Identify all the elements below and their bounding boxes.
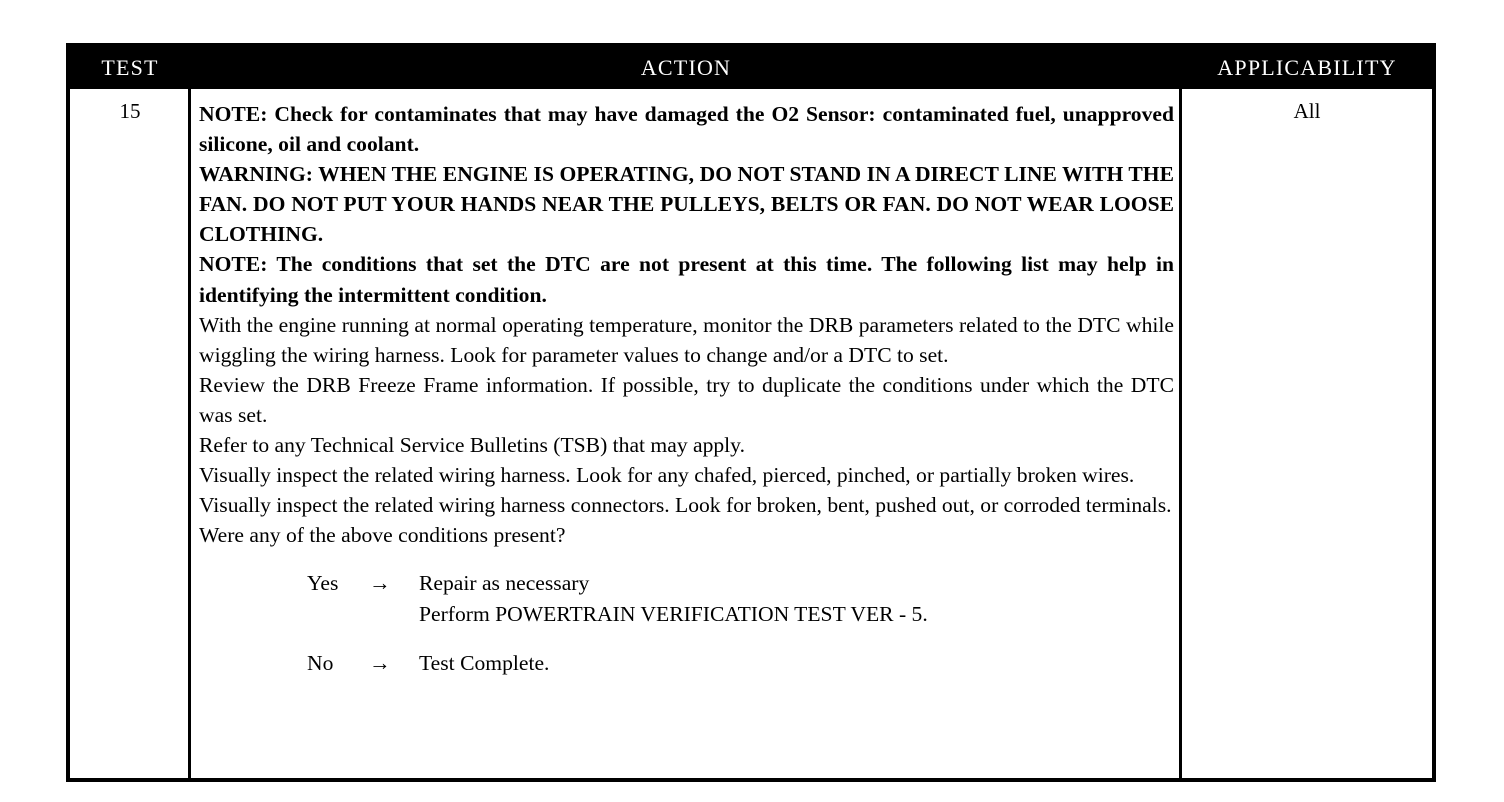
result-yes-line-2: Perform POWERTRAIN VERIFICATION TEST VER - 5. xyxy=(419,601,928,626)
question-conditions-present: Were any of the above conditions present? xyxy=(199,523,566,548)
note-contaminates: NOTE: Check for contaminates that may have damaged the O2 Sensor: contaminated fuel, unapproved silicone, oil and coolant. xyxy=(199,102,1174,157)
header-applicability: APPLICABILITY xyxy=(1217,55,1397,80)
header-test: TEST xyxy=(101,55,159,80)
table-header-row xyxy=(70,47,1432,89)
result-no-label: No xyxy=(307,651,334,676)
right-arrow-icon: → xyxy=(369,571,391,596)
note-conditions-not-present: NOTE: The conditions that set the DTC are not present at this time. The following list may help in identifying the intermittent condition. xyxy=(199,252,1174,307)
step-refer-tsb: Refer to any Technical Service Bulletins (TSB) that may apply. xyxy=(199,433,745,458)
result-yes xyxy=(199,568,1174,628)
result-no-text: Test Complete. xyxy=(419,651,550,676)
diagnostic-test-table xyxy=(66,43,1436,782)
result-yes-label: Yes xyxy=(307,571,339,596)
column-divider-action-applicability xyxy=(1179,89,1182,778)
step-monitor-drb-parameters: With the engine running at normal operating temperature, monitor the DRB parameters related to the DTC while wiggling the wiring harness. Look for parameter values to change and/or a DTC to set. xyxy=(199,312,1174,367)
step-review-freeze-frame: Review the DRB Freeze Frame information. If possible, try to duplicate the conditions under which the DTC was set. xyxy=(199,372,1174,427)
action-cell xyxy=(199,99,1174,678)
right-arrow-icon: → xyxy=(369,651,391,676)
header-action: ACTION xyxy=(640,55,732,80)
applicability-value: All xyxy=(1293,99,1321,123)
warning-engine-fan: WARNING: WHEN THE ENGINE IS OPERATING, DO NOT STAND IN A DIRECT LINE WITH THE FAN. DO NOT PUT YOUR HANDS NEAR THE PULLEYS, BELTS OR FAN. DO NOT WEAR LOOSE CLOTHING. xyxy=(199,162,1174,247)
step-inspect-connectors: Visually inspect the related wiring harness connectors. Look for broken, bent, pushed out, or corroded terminals. xyxy=(199,493,1172,518)
result-yes-line-1: Repair as necessary xyxy=(419,571,590,596)
step-inspect-wiring-harness: Visually inspect the related wiring harness. Look for any chafed, pierced, pinched, or partially broken wires. xyxy=(199,463,1135,488)
column-divider-test-action xyxy=(188,89,191,778)
result-yes-text xyxy=(419,568,928,628)
result-no xyxy=(199,648,1174,678)
test-number: 15 xyxy=(119,99,141,123)
